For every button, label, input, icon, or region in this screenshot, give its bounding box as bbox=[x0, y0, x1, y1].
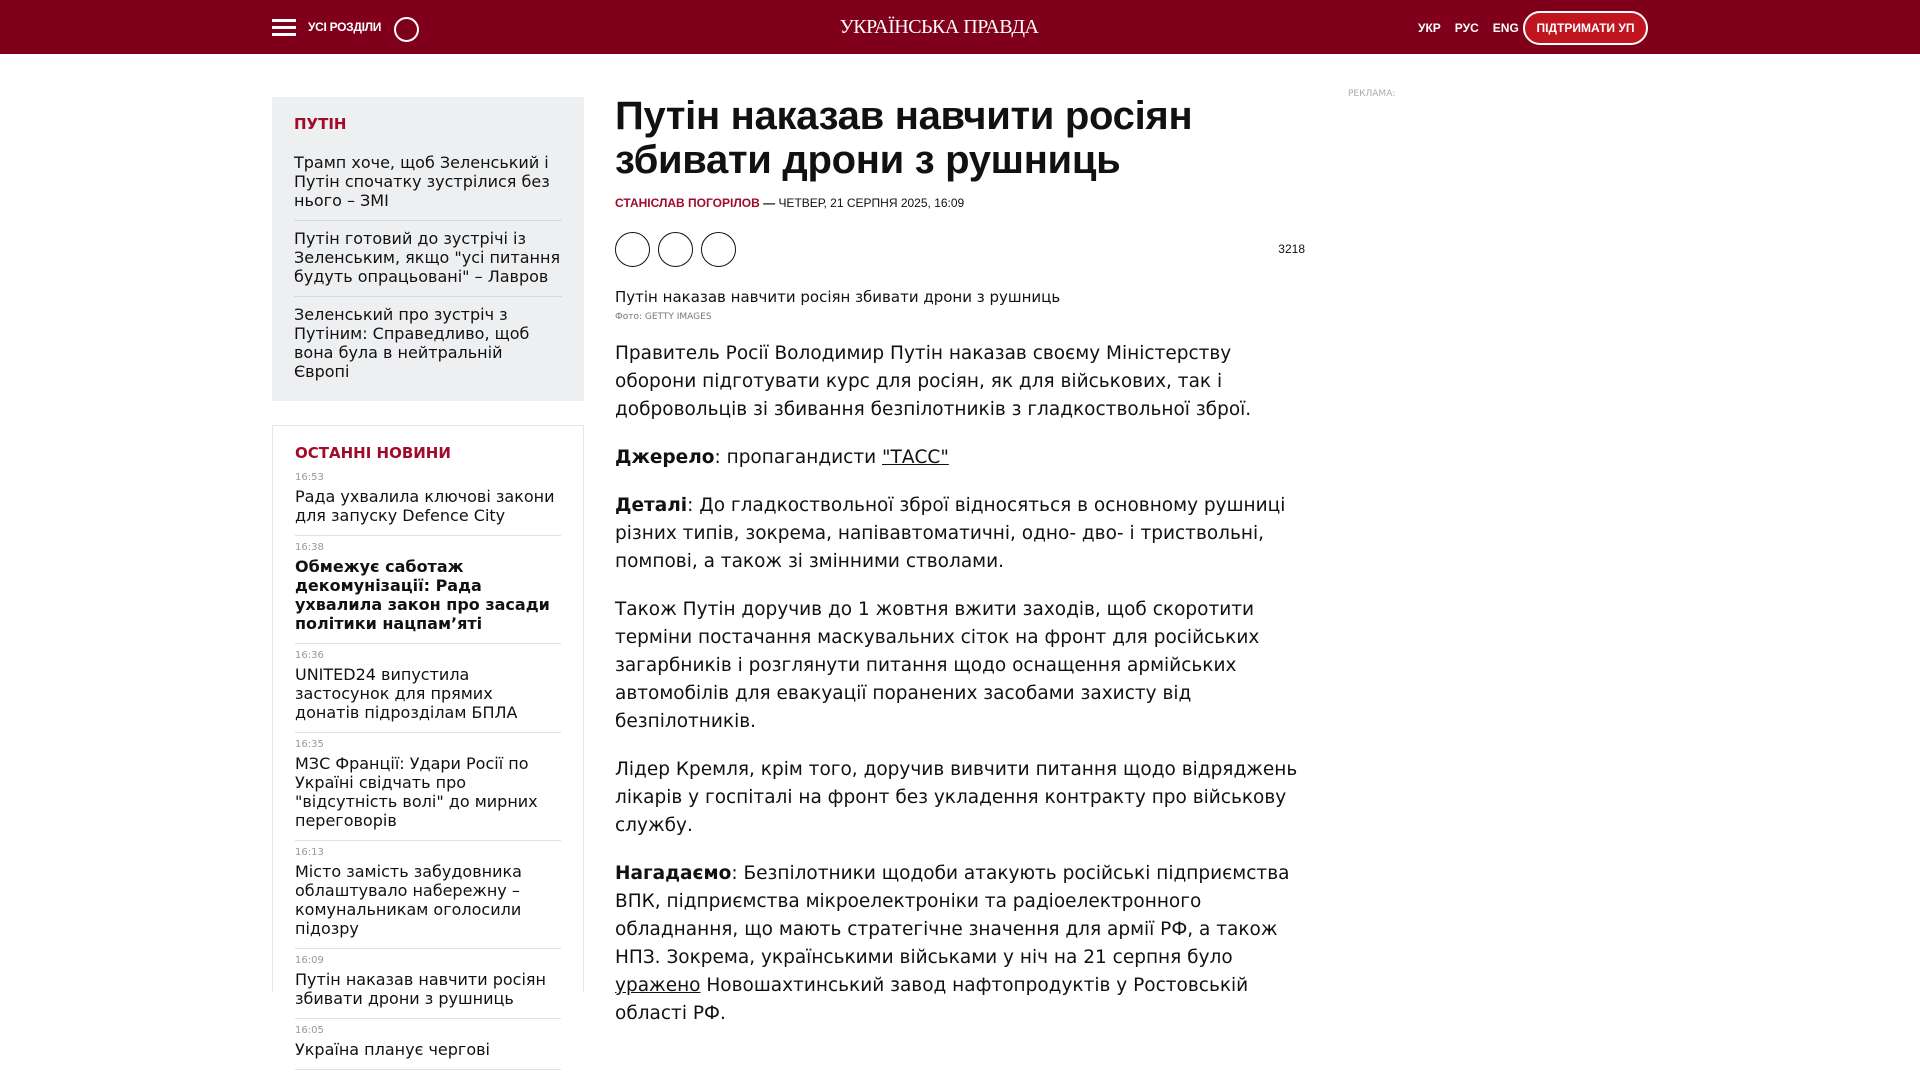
news-item[interactable] bbox=[295, 466, 561, 536]
view-count: 3218 bbox=[1278, 242, 1305, 256]
article bbox=[615, 94, 1305, 1028]
latest-title[interactable]: ОСТАННІ НОВИНИ bbox=[295, 444, 451, 462]
publish-date: ЧЕТВЕР, 21 СЕРПНЯ 2025, 16:09 bbox=[778, 196, 965, 210]
all-sections-link[interactable]: УСІ РОЗДІЛИ bbox=[308, 20, 382, 34]
share-bar bbox=[615, 232, 1305, 268]
news-time: 16:35 bbox=[295, 739, 324, 750]
news-headline[interactable]: UNITED24 випустила застосунок для прямих донатів підрозділам БПЛА bbox=[295, 665, 518, 722]
news-headline[interactable]: Місто замість забудовника облаштувало набережну – комунальникам оголосили підозру bbox=[295, 862, 522, 938]
tag-item[interactable]: Путін готовий до зустрічі із Зеленським, якщо "усі питання будуть опрацьовані" – Лавров bbox=[294, 221, 562, 297]
lang-ukr[interactable]: УКР bbox=[1418, 21, 1441, 35]
paragraph-details bbox=[615, 492, 1305, 576]
ad-label: РЕКЛАМА: bbox=[1348, 89, 1396, 99]
article-meta bbox=[615, 196, 1305, 210]
news-headline[interactable]: Рада ухвалила ключові закони для запуску Defence City bbox=[295, 487, 555, 525]
paragraph: Правитель Росії Володимир Путін наказав своєму Міністерству оборони підготувати курс для росіян, як для військових, так і добровольців зі збивання безпілотників з гладкоствольної зброї. bbox=[615, 343, 1252, 420]
lang-rus[interactable]: РУС bbox=[1454, 21, 1479, 35]
paragraph-reminder bbox=[615, 860, 1305, 1028]
tag-box bbox=[272, 97, 584, 401]
paragraph-source bbox=[615, 444, 1305, 472]
tag-item[interactable]: Зеленський про зустріч з Путіним: Справедливо, щоб вона була в нейтральній Європі bbox=[294, 305, 530, 381]
tag-item[interactable]: Трамп хоче, щоб Зеленський і Путін спочатку зустрілися без нього – ЗМІ bbox=[294, 145, 562, 221]
text: : Безпілотники щодоби атакують російські підприємства ВПК, підприємства мікроелектроніки та радіоелектронного обладнання, що мають стратегічне значення для армії РФ, а також НПЗ. Зокрема, українськими військами у ніч на 21 серпня було bbox=[615, 863, 1290, 968]
share-twitter-icon[interactable] bbox=[658, 232, 693, 267]
paragraph: Лідер Кремля, крім того, доручив вивчити питання щодо відряджень лікарів у госпіталі на фронт без укладення контракту про військову службу. bbox=[615, 759, 1298, 836]
news-item[interactable] bbox=[295, 536, 561, 644]
news-headline[interactable]: Обмежує саботаж декомунізації: Рада ухвалила закон про засади політики нацпам’яті bbox=[295, 557, 550, 633]
paragraph: Також Путін доручив до 1 жовтня вжити заходів, щоб скоротити терміни постачання маскувальних сіток на фронт для російських загарбників і розглянути питання щодо оснащення армійських автомобілів для евакуації поранених засобами захисту від безпілотників. bbox=[615, 599, 1260, 732]
news-time: 16:09 bbox=[295, 955, 324, 966]
news-time: 16:05 bbox=[295, 1025, 324, 1036]
meta-dash: — bbox=[759, 196, 779, 210]
news-time: 16:38 bbox=[295, 542, 324, 553]
support-button[interactable]: ПІДТРИМАТИ УП bbox=[1523, 11, 1648, 45]
label: Нагадаємо bbox=[615, 863, 732, 884]
site-logo[interactable]: УКРАЇНСЬКА ПРАВДА bbox=[839, 16, 1039, 38]
share-telegram-icon[interactable] bbox=[701, 232, 736, 267]
author-link[interactable]: СТАНІСЛАВ ПОГОРІЛОВ bbox=[615, 196, 760, 210]
site-header bbox=[0, 0, 1920, 54]
hit-link[interactable]: уражено bbox=[615, 975, 701, 996]
news-item[interactable] bbox=[295, 949, 561, 1019]
article-title: Путін наказав навчити росіян збивати дрони з рушниць bbox=[615, 94, 1193, 182]
news-time: 16:53 bbox=[295, 472, 324, 483]
image-caption: Фото: GETTY IMAGES bbox=[615, 312, 712, 322]
news-item[interactable] bbox=[295, 1019, 561, 1070]
news-item[interactable] bbox=[295, 644, 561, 733]
language-switcher bbox=[1418, 21, 1533, 35]
share-facebook-icon[interactable] bbox=[615, 232, 650, 267]
news-time: 16:36 bbox=[295, 650, 324, 661]
source-link[interactable]: "ТАСС" bbox=[882, 447, 949, 468]
text: : пропагандисти bbox=[714, 447, 883, 468]
text: Новошахтинський завод нафтопродуктів у Ростовській області РФ. bbox=[615, 975, 1249, 1024]
news-headline[interactable]: Україна планує чергові bbox=[295, 1040, 490, 1059]
news-headline[interactable]: МЗС Франції: Удари Росії по Україні свідчать про "відсутність волі" до мирних переговорів bbox=[295, 754, 538, 830]
lang-eng[interactable]: ENG bbox=[1492, 21, 1519, 35]
news-time: 16:13 bbox=[295, 847, 324, 858]
article-image: Путін наказав навчити росіян збивати дрони з рушниць bbox=[615, 288, 1061, 306]
news-headline[interactable]: Путін наказав навчити росіян збивати дрони з рушниць bbox=[295, 970, 546, 1008]
text: : До гладкоствольної зброї відносяться в основному рушниці різних типів, зокрема, напівавтоматичні, одно- дво- і триствольні, помпові, а також зі змінними стволами. bbox=[615, 495, 1286, 572]
latest-news bbox=[272, 425, 584, 1059]
label: Джерело bbox=[615, 447, 715, 468]
news-item[interactable] bbox=[295, 733, 561, 841]
label: Деталі bbox=[615, 495, 688, 516]
tag-title[interactable]: ПУТІН bbox=[294, 115, 347, 133]
news-item[interactable] bbox=[295, 841, 561, 949]
